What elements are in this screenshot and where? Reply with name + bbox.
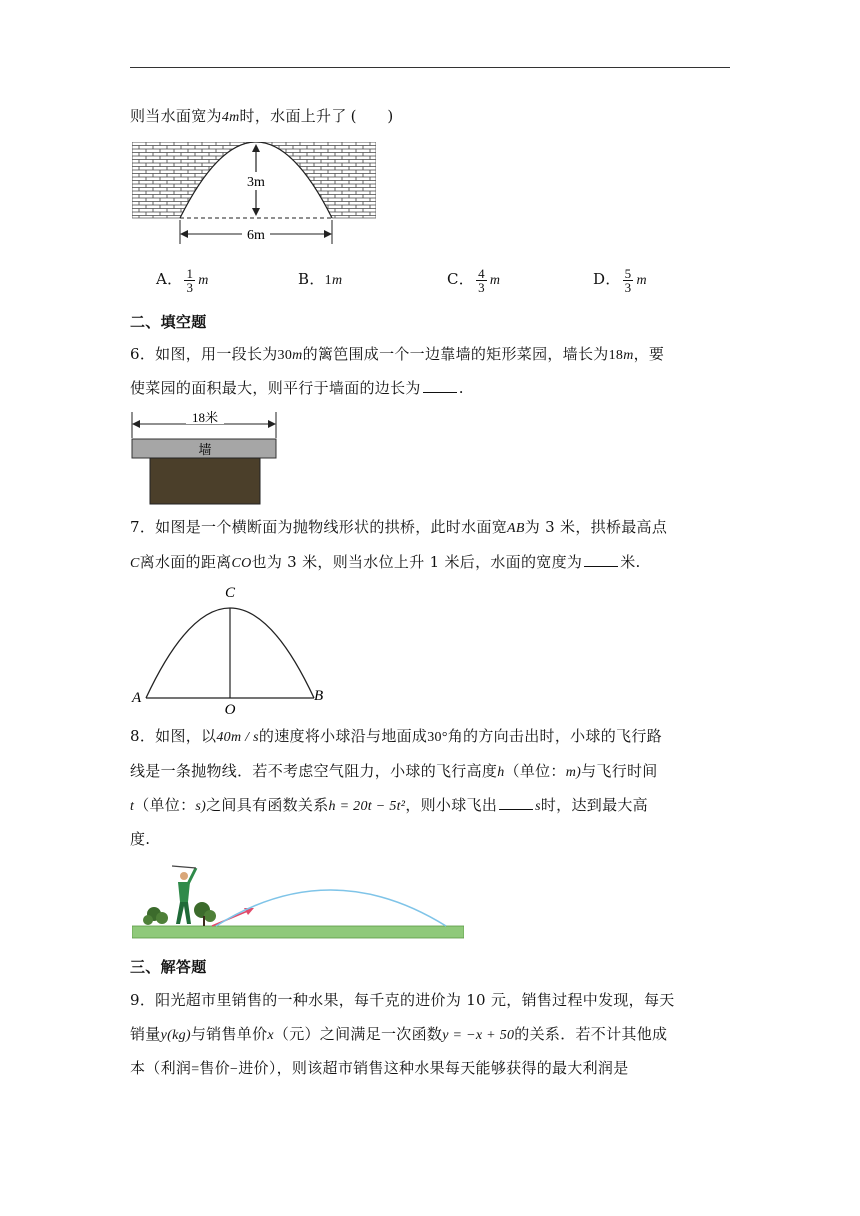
option-c: C． $\frac{4}{3}$ m xyxy=(447,265,501,295)
height-label: 3m xyxy=(247,175,265,190)
q6-line2: 使菜园的面积最大，则平行于墙面的边长为 . xyxy=(130,379,464,397)
parabola-bridge-figure xyxy=(128,580,328,716)
point-c-label: C xyxy=(224,585,236,601)
golf-trajectory-figure xyxy=(132,862,464,942)
ground xyxy=(132,926,464,938)
width-label: 6m xyxy=(247,228,265,243)
answer-blank[interactable] xyxy=(423,378,457,393)
bush-right-icon xyxy=(194,902,216,926)
wall-label: 墙 xyxy=(198,442,212,457)
q9-line2: 销量y(kg)与销售单价x（元）之间满足一次函数y = −x + 50的关系．若不计其他成 xyxy=(130,1025,668,1043)
q5-text: 则当水面宽为4m时，水面上升了 ( ) xyxy=(130,107,394,125)
vegetable-garden xyxy=(150,458,260,504)
q8-line2: 线是一条抛物线．若不考虑空气阻力，小球的飞行高度h（单位：m)与飞行时间 xyxy=(130,762,658,780)
point-a-label: A xyxy=(132,690,142,706)
wall-length-label: 18米 xyxy=(191,410,219,425)
point-o-label: O xyxy=(224,702,236,716)
option-b: B．1m xyxy=(298,270,343,288)
garden-wall-figure xyxy=(130,410,280,506)
bush-left-icon xyxy=(143,907,168,925)
q8-line3: t（单位：s)之间具有函数关系h = 20t − 5t²，则小球飞出 s时，达到最大高 xyxy=(130,796,648,814)
answer-blank[interactable] xyxy=(499,795,533,810)
answer-blank[interactable] xyxy=(584,552,618,567)
header-rule xyxy=(130,67,730,68)
golfer-icon xyxy=(172,866,196,924)
option-d: D． $\frac{5}{3}$ m xyxy=(593,265,647,295)
q8-line4: 度. xyxy=(130,830,151,848)
q7-line2: C离水面的距离CO也为 3 米，则当水位上升 1 米后，水面的宽度为 米. xyxy=(130,553,641,571)
q9-line3: 本（利润=售价−进价），则该超市销售这种水果每天能够获得的最大利润是 xyxy=(130,1059,629,1077)
ball-trajectory xyxy=(216,890,446,926)
option-a: A． $\frac{1}{3}$ m xyxy=(156,265,209,295)
bridge-arch-figure xyxy=(132,142,376,244)
q6-line1: 6．如图，用一段长为30m的篱笆围成一个一边靠墙的矩形菜园，墙长为18m，要 xyxy=(130,345,665,363)
point-b-label: B xyxy=(314,688,324,704)
q8-line1: 8．如图，以40m / s的速度将小球沿与地面成30°角的方向击出时，小球的飞行路 xyxy=(130,727,662,745)
q9-line1: 9．阳光超市里销售的一种水果，每千克的进价为 10 元，销售过程中发现，每天 xyxy=(130,991,675,1009)
section-title-answer: 三、解答题 xyxy=(130,958,207,976)
q7-line1: 7．如图是一个横断面为抛物线形状的拱桥，此时水面宽AB为 3 米，拱桥最高点 xyxy=(130,518,668,536)
section-title-fill-in: 二、填空题 xyxy=(130,313,207,331)
